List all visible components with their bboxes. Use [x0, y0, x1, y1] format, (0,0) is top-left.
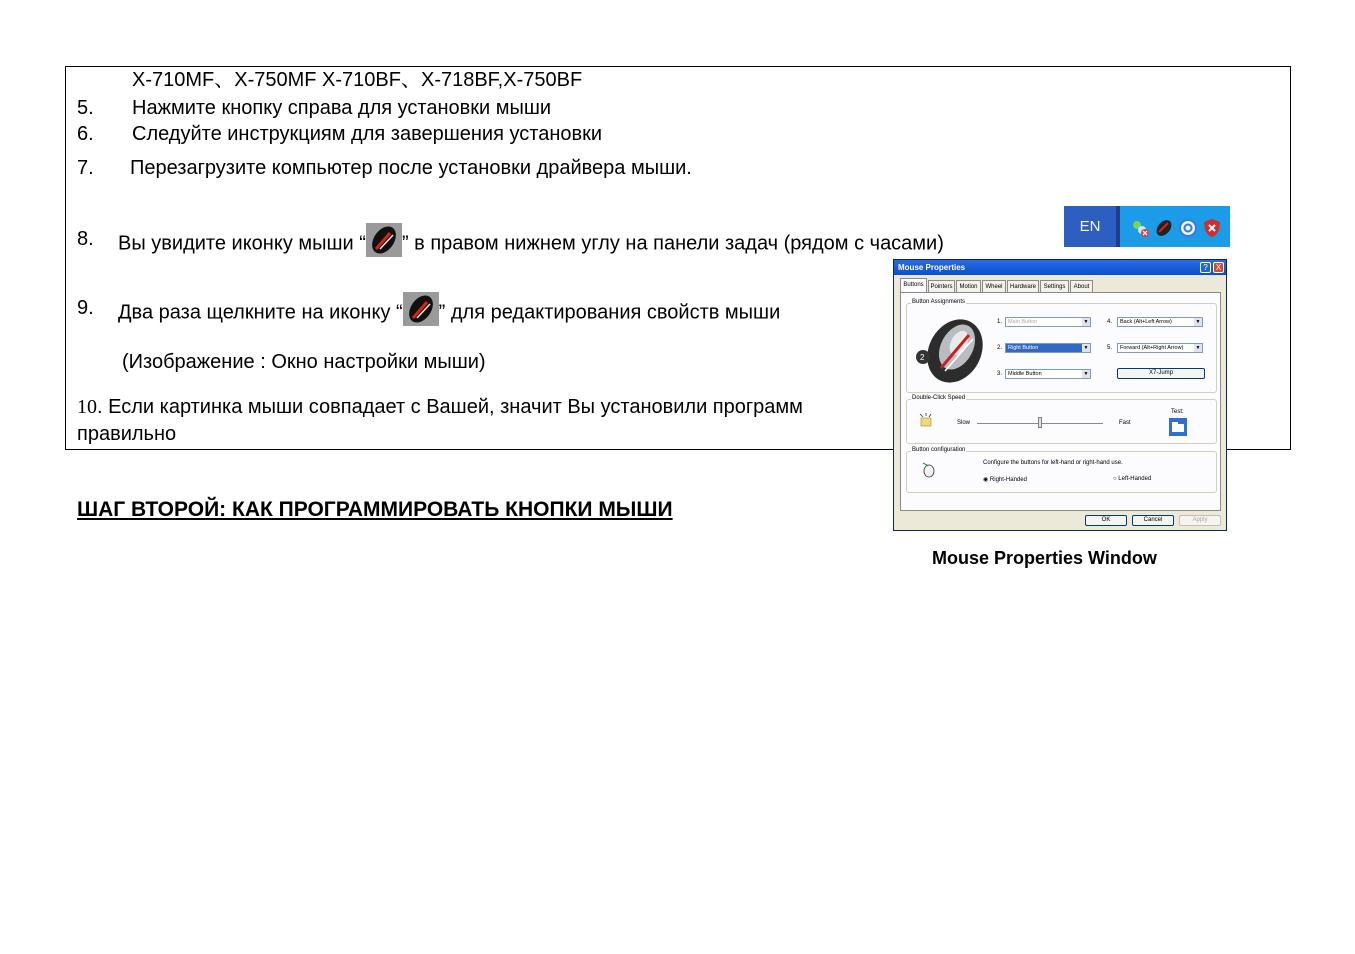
- tab-about[interactable]: About: [1070, 280, 1093, 292]
- double-click-label: Double-Click Speed: [912, 395, 966, 401]
- slow-label: Slow: [957, 420, 971, 426]
- cancel-button[interactable]: Cancel: [1132, 515, 1174, 526]
- step-9-after: ” для редактирования свойств мыши: [438, 301, 781, 324]
- tab-buttons[interactable]: Buttons: [900, 278, 927, 292]
- step-9-text: [118, 296, 780, 330]
- assign-4-value: Back (Alt+Left Arrow): [1120, 319, 1172, 325]
- mouse-icon[interactable]: [1154, 218, 1174, 238]
- button-config-description: Configure the buttons for left-hand or right-hand use.: [983, 460, 1123, 466]
- chevron-down-icon: ▼: [1083, 345, 1089, 351]
- fast-label: Fast: [1119, 420, 1131, 426]
- ok-button[interactable]: OK: [1085, 515, 1127, 526]
- assign-5-value: Forward (Alt+Right Arrow): [1120, 345, 1184, 351]
- mouse-tray-icon: [366, 223, 402, 257]
- dialog-title: Mouse Properties: [898, 263, 966, 272]
- section-heading: ШАГ ВТОРОЙ: КАК ПРОГРАММИРОВАТЬ КНОПКИ МЫШИ: [77, 498, 673, 521]
- left-handed-option[interactable]: [1113, 476, 1151, 482]
- button-config-label: Button configuration: [912, 447, 966, 453]
- button-config-group: [906, 451, 1217, 493]
- assign-1-select[interactable]: [1005, 317, 1091, 327]
- assign-3-select[interactable]: [1005, 369, 1091, 379]
- radio-empty-icon: ○: [1113, 476, 1119, 482]
- tab-pointers[interactable]: Pointers: [928, 280, 955, 292]
- tab-motion[interactable]: Motion: [956, 280, 981, 292]
- search-icon[interactable]: [1178, 218, 1198, 238]
- button-assignments-label: Button Assignments: [912, 299, 966, 305]
- mouse-properties-dialog: [893, 259, 1227, 531]
- x7-jump-button[interactable]: X7-Jump: [1117, 368, 1205, 379]
- step-10-line: [77, 395, 803, 419]
- step-10-number: 10: [77, 396, 97, 418]
- tab-settings[interactable]: Settings: [1040, 280, 1069, 292]
- mouse-badge: 2: [920, 353, 925, 362]
- mouse-tray-icon: [403, 292, 439, 326]
- apply-button[interactable]: Apply: [1179, 515, 1221, 526]
- step-8-after: ” в правом нижнем углу на панели задач (рядом с часами): [401, 232, 944, 255]
- folder-icon: [917, 411, 935, 429]
- security-icon[interactable]: [1202, 218, 1222, 238]
- help-button[interactable]: ?: [1200, 262, 1211, 273]
- test-label: Test:: [1171, 409, 1184, 415]
- tab-hardware[interactable]: Hardware: [1007, 280, 1039, 292]
- test-folder-icon[interactable]: [1169, 418, 1187, 436]
- dialog-title-bar: [894, 260, 1226, 275]
- mouse-config-icon: [919, 460, 937, 478]
- notification-area: [1120, 206, 1230, 247]
- step-10-text: . Если картинка мыши совпадает с Вашей, значит Вы установили программ: [97, 396, 803, 418]
- buttons-tab-panel: [900, 292, 1221, 511]
- assign-2-number: 2.: [997, 345, 1003, 351]
- mouse-picture: [911, 313, 991, 389]
- chevron-down-icon: ▼: [1195, 345, 1201, 351]
- step-5-number: 5.: [77, 97, 94, 119]
- models-line: X-710MF、X-750MF X-710BF、X-718BF,X-750BF: [132, 69, 583, 91]
- step-10-continuation: правильно: [77, 423, 177, 445]
- radio-selected-icon: ◉: [983, 477, 990, 483]
- right-handed-label: Right-Handed: [989, 477, 1027, 483]
- step-6-number: 6.: [77, 123, 94, 145]
- assign-3-number: 3.: [997, 371, 1003, 377]
- assign-4-number: 4.: [1107, 319, 1113, 325]
- step-5-text: Нажмите кнопку справа для установки мыши: [132, 97, 552, 119]
- close-button[interactable]: X: [1213, 262, 1224, 273]
- step-7-text: Перезагрузите компьютер после установки драйвера мыши.: [130, 157, 692, 179]
- step-7-number: 7.: [77, 157, 94, 179]
- language-indicator[interactable]: EN: [1064, 206, 1116, 247]
- speed-slider[interactable]: [1038, 417, 1042, 428]
- assign-4-select[interactable]: [1117, 317, 1203, 327]
- step-8-number: 8.: [77, 228, 94, 250]
- step-8-text: [118, 227, 944, 261]
- assign-3-value: Middle Button: [1008, 371, 1042, 377]
- chevron-down-icon: ▼: [1083, 319, 1089, 325]
- assign-5-select[interactable]: [1117, 343, 1203, 353]
- left-handed-label: Left-Handed: [1118, 476, 1152, 482]
- step-8-before: Вы увидите иконку мыши “: [118, 232, 366, 255]
- assign-5-number: 5.: [1107, 345, 1113, 351]
- assign-1-value: Main Button: [1008, 319, 1038, 325]
- tab-wheel[interactable]: Wheel: [982, 280, 1006, 292]
- assign-1-number: 1.: [997, 319, 1003, 325]
- network-icon[interactable]: [1130, 218, 1150, 238]
- step-6-text: Следуйте инструкциям для завершения установки: [132, 123, 603, 145]
- step-9-before: Два раза щелкните на иконку “: [118, 301, 403, 324]
- taskbar-tray: [1064, 206, 1230, 247]
- step-9-number: 9.: [77, 297, 94, 319]
- chevron-down-icon: ▼: [1083, 371, 1089, 377]
- chevron-down-icon: ▼: [1195, 319, 1201, 325]
- assign-2-value: Right Button: [1008, 345, 1039, 351]
- assign-2-select[interactable]: [1005, 343, 1091, 353]
- right-handed-option[interactable]: [983, 476, 1027, 483]
- image-note: (Изображение : Окно настройки мыши): [122, 351, 486, 373]
- figure-caption: Mouse Properties Window: [932, 548, 1157, 568]
